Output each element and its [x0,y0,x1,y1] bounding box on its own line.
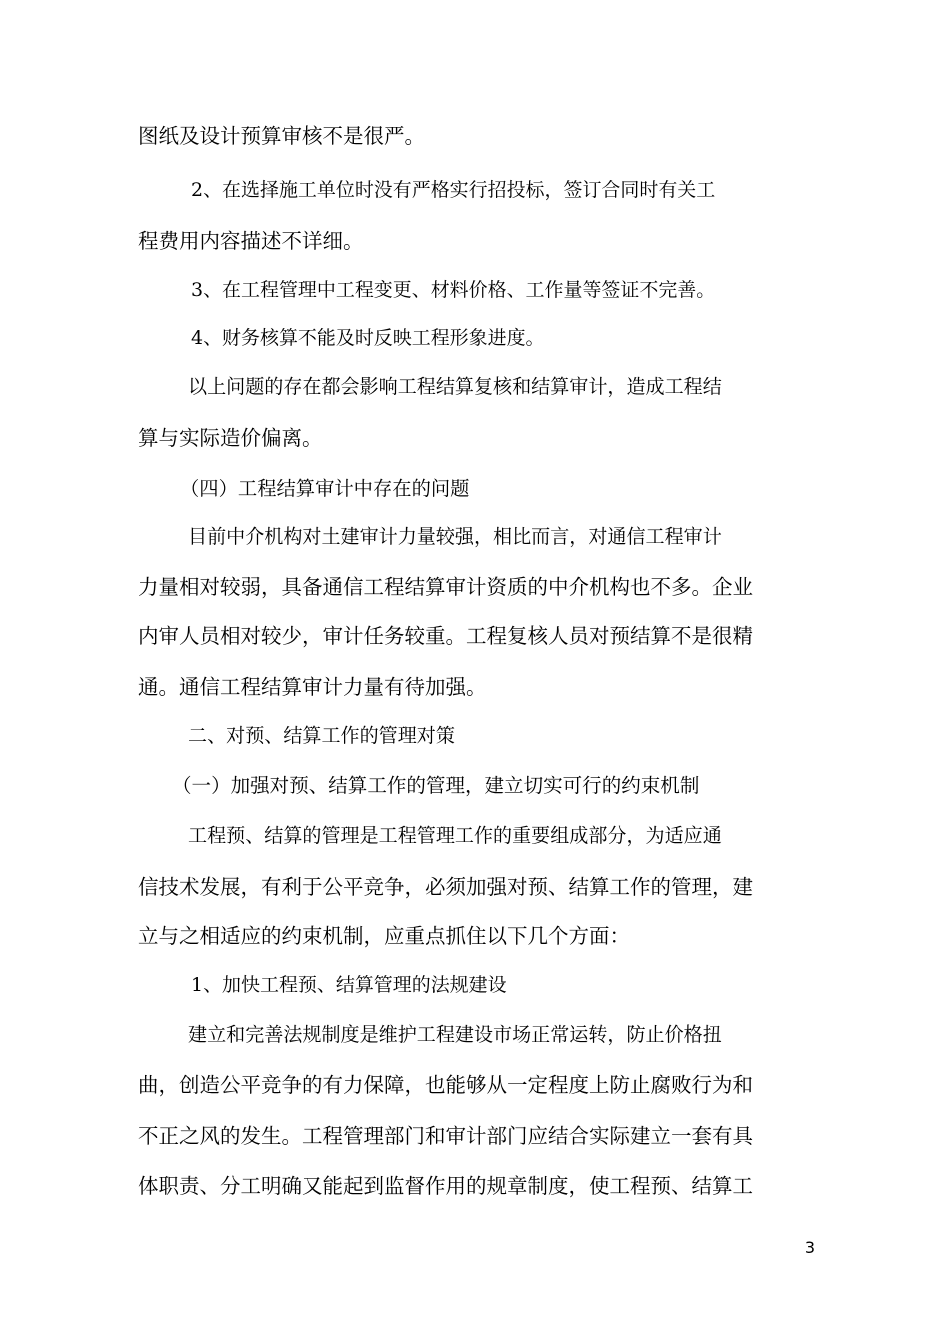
page-number: 3 [804,1238,815,1257]
text-line: 2、在选择施工单位时没有严格实行招投标，签订合同时有关工 [191,179,716,201]
text-line: 曲，创造公平竞争的有力保障，也能够从一定程度上防止腐败行为和 [138,1073,753,1097]
text-line: 内审人员相对较少，审计任务较重。工程复核人员对预结算不是很精 [138,624,753,648]
section-heading: 1、加快工程预、结算管理的法规建设 [191,974,507,996]
text-line: 立与之相适应的约束机制，应重点抓住以下几个方面： [138,924,630,948]
text-line: 建立和完善法规制度是维护工程建设市场正常运转，防止价格扭 [188,1024,722,1046]
text-line: 不正之风的发生。工程管理部门和审计部门应结合实际建立一套有具 [138,1124,753,1148]
section-heading: 二、对预、结算工作的管理对策 [188,725,455,747]
text-line: 目前中介机构对土建审计力量较强，相比而言，对通信工程审计 [188,526,722,548]
text-line: 体职责、分工明确又能起到监督作用的规章制度，使工程预、结算工 [138,1174,753,1198]
text-line: 信技术发展，有利于公平竞争，必须加强对预、结算工作的管理，建 [138,875,753,899]
text-line: 程费用内容描述不详细。 [138,229,364,253]
text-line: 算与实际造价偏离。 [138,426,323,450]
text-line: 以上问题的存在都会影响工程结算复核和结算审计，造成工程结 [188,376,722,398]
text-line: 工程预、结算的管理是工程管理工作的重要组成部分，为适应通 [188,825,722,847]
text-line: 通。通信工程结算审计力量有待加强。 [138,675,487,699]
section-heading: （四）工程结算审计中存在的问题 [180,477,470,500]
text-line: 力量相对较弱，具备通信工程结算审计资质的中介机构也不多。企业 [138,575,753,599]
text-line: 3、在工程管理中工程变更、材料价格、工作量等签证不完善。 [191,279,716,301]
text-line: 图纸及设计预算审核不是很严。 [138,124,425,148]
text-line: 4、财务核算不能及时反映工程形象进度。 [191,327,545,349]
section-heading: （一）加强对预、结算工作的管理，建立切实可行的约束机制 [172,774,700,797]
